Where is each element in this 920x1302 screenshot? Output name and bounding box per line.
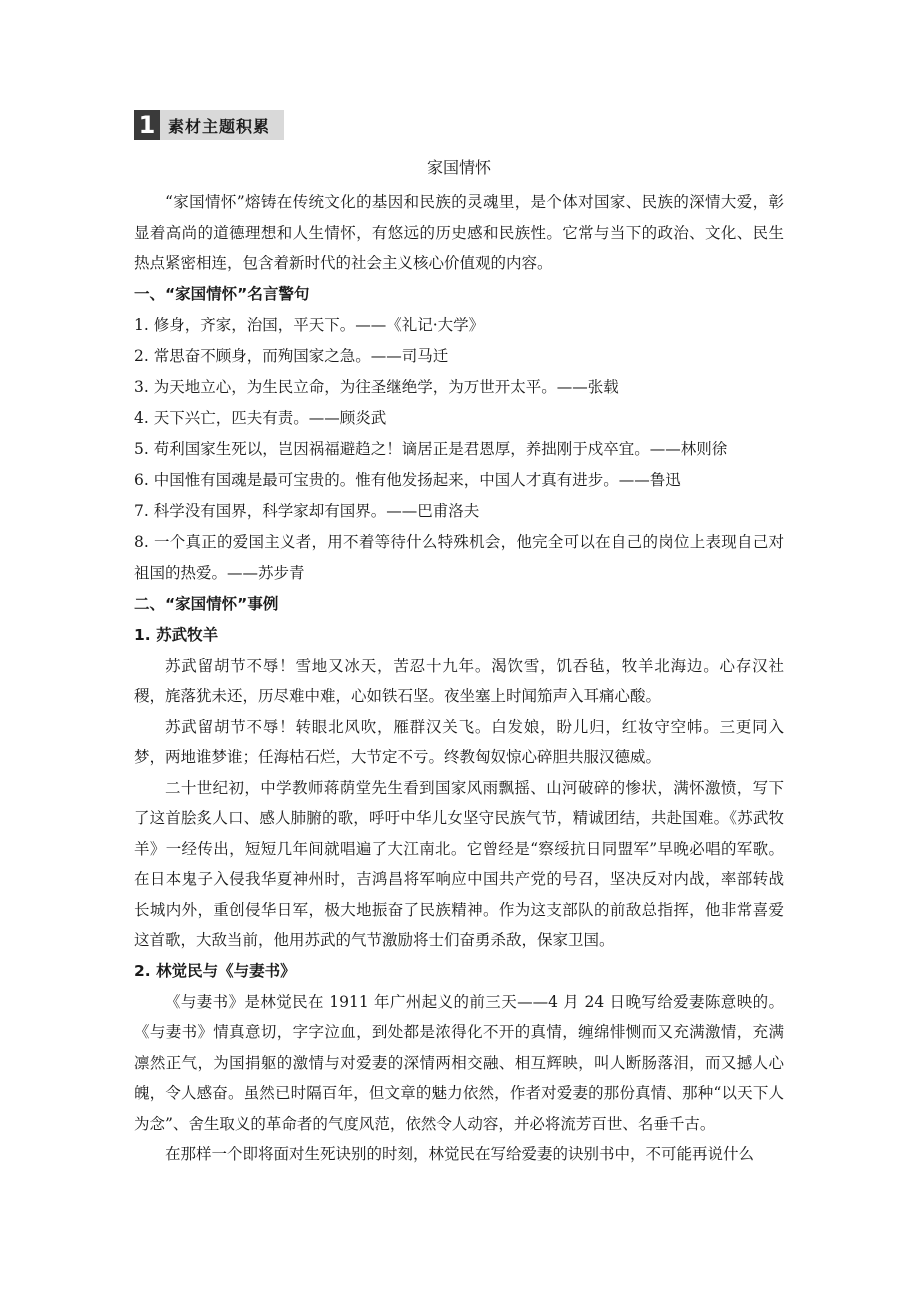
part2-heading: 二、“家国情怀”事例 (134, 594, 279, 613)
document-content (134, 155, 784, 1170)
example1-paragraph: 苏武留胡节不辱！转眼北风吹，雁群汉关飞。白发娘，盼儿归，红妆守空帏。三更同入梦，两地谁梦谁；任海枯石烂，大节定不亏。终教匈奴惊心碎胆共服汉德威。 (134, 717, 784, 766)
quote-item: 3. 为天地立心，为生民立命，为往圣继绝学，为万世开太平。——张载 (134, 377, 619, 396)
quote-item: 1. 修身，齐家，治国，平天下。——《礼记·大学》 (134, 315, 485, 334)
quote-item: 8. 一个真正的爱国主义者，用不着等待什么特殊机会，他完全可以在自己的岗位上表现自己对祖国的热爱。——苏步青 (134, 532, 784, 582)
example1-paragraph: 苏武留胡节不辱！雪地又冰天，苦忍十九年。渴饮雪，饥吞毡，牧羊北海边。心存汉社稷，旄落犹未还，历尽难中难，心如铁石坚。夜坐塞上时闻笳声入耳痛心酸。 (134, 656, 784, 705)
section-badge (134, 110, 284, 140)
quote-item: 6. 中国惟有国魂是最可宝贵的。惟有他发扬起来，中国人才真有进步。——鲁迅 (134, 470, 681, 489)
section-label: 素材主题积累 (160, 110, 284, 140)
quote-item: 5. 苟利国家生死以，岂因祸福避趋之！谪居正是君恩厚，养拙刚于戍卒宜。——林则徐 (134, 439, 728, 458)
section-number: 1 (134, 110, 160, 140)
example2-paragraph: 《与妻书》是林觉民在 1911 年广州起义的前三天——4 月 24 日晚写给爱妻陈意映的。《与妻书》情真意切，字字泣血，到处都是浓得化不开的真情，缠绵悱恻而又充满激情，充满凛然正气，为国捐躯的激情与对爱妻的深情两相交融、相互辉映，叫人断肠落泪，而又撼人心魄，令人感奋。虽然已时隔百年，但文章的魅力依然，作者对爱妻的那份真情、那种“以天下人为念”、舍生取义的革命者的气度风范，依然令人动容，并必将流芳百世、名垂千古。 (134, 992, 784, 1133)
quote-item: 4. 天下兴亡，匹夫有责。——顾炎武 (134, 408, 387, 427)
example1-paragraph: 二十世纪初，中学教师蒋荫堂先生看到国家风雨飘摇、山河破碎的惨状，满怀激愤，写下了这首脍炙人口、感人肺腑的歌，呼吁中华儿女坚守民族气节，精诚团结，共赴国难。《苏武牧羊》一经传出，短短几年间就唱遍了大江南北。它曾经是“察绥抗日同盟军”早晚必唱的军歌。在日本鬼子入侵我华夏神州时，吉鸿昌将军响应中国共产党的号召，坚决反对内战，率部转战长城内外，重创侵华日军，极大地振奋了民族精神。作为这支部队的前敌总指挥，他非常喜爱这首歌，大敌当前，他用苏武的气节激励将士们奋勇杀敌，保家卫国。 (134, 778, 784, 949)
example2-title: 2. 林觉民与《与妻书》 (134, 961, 296, 980)
page-title: 家国情怀 (426, 158, 491, 177)
quote-item: 2. 常思奋不顾身，而殉国家之急。——司马迁 (134, 346, 449, 365)
example1-title: 1. 苏武牧羊 (134, 625, 219, 644)
quote-item: 7. 科学没有国界，科学家却有国界。——巴甫洛夫 (134, 501, 480, 520)
intro-paragraph: “家国情怀”熔铸在传统文化的基因和民族的灵魂里，是个体对国家、民族的深情大爱，彰显着高尚的道德理想和人生情怀，有悠远的历史感和民族性。它常与当下的政治、文化、民生热点紧密相连，包含着新时代的社会主义核心价值观的内容。 (134, 193, 784, 272)
example2-paragraph: 在那样一个即将面对生死诀别的时刻，林觉民在写给爱妻的诀别书中，不可能再说什么 (165, 1145, 755, 1163)
part1-heading: 一、“家国情怀”名言警句 (134, 284, 310, 303)
